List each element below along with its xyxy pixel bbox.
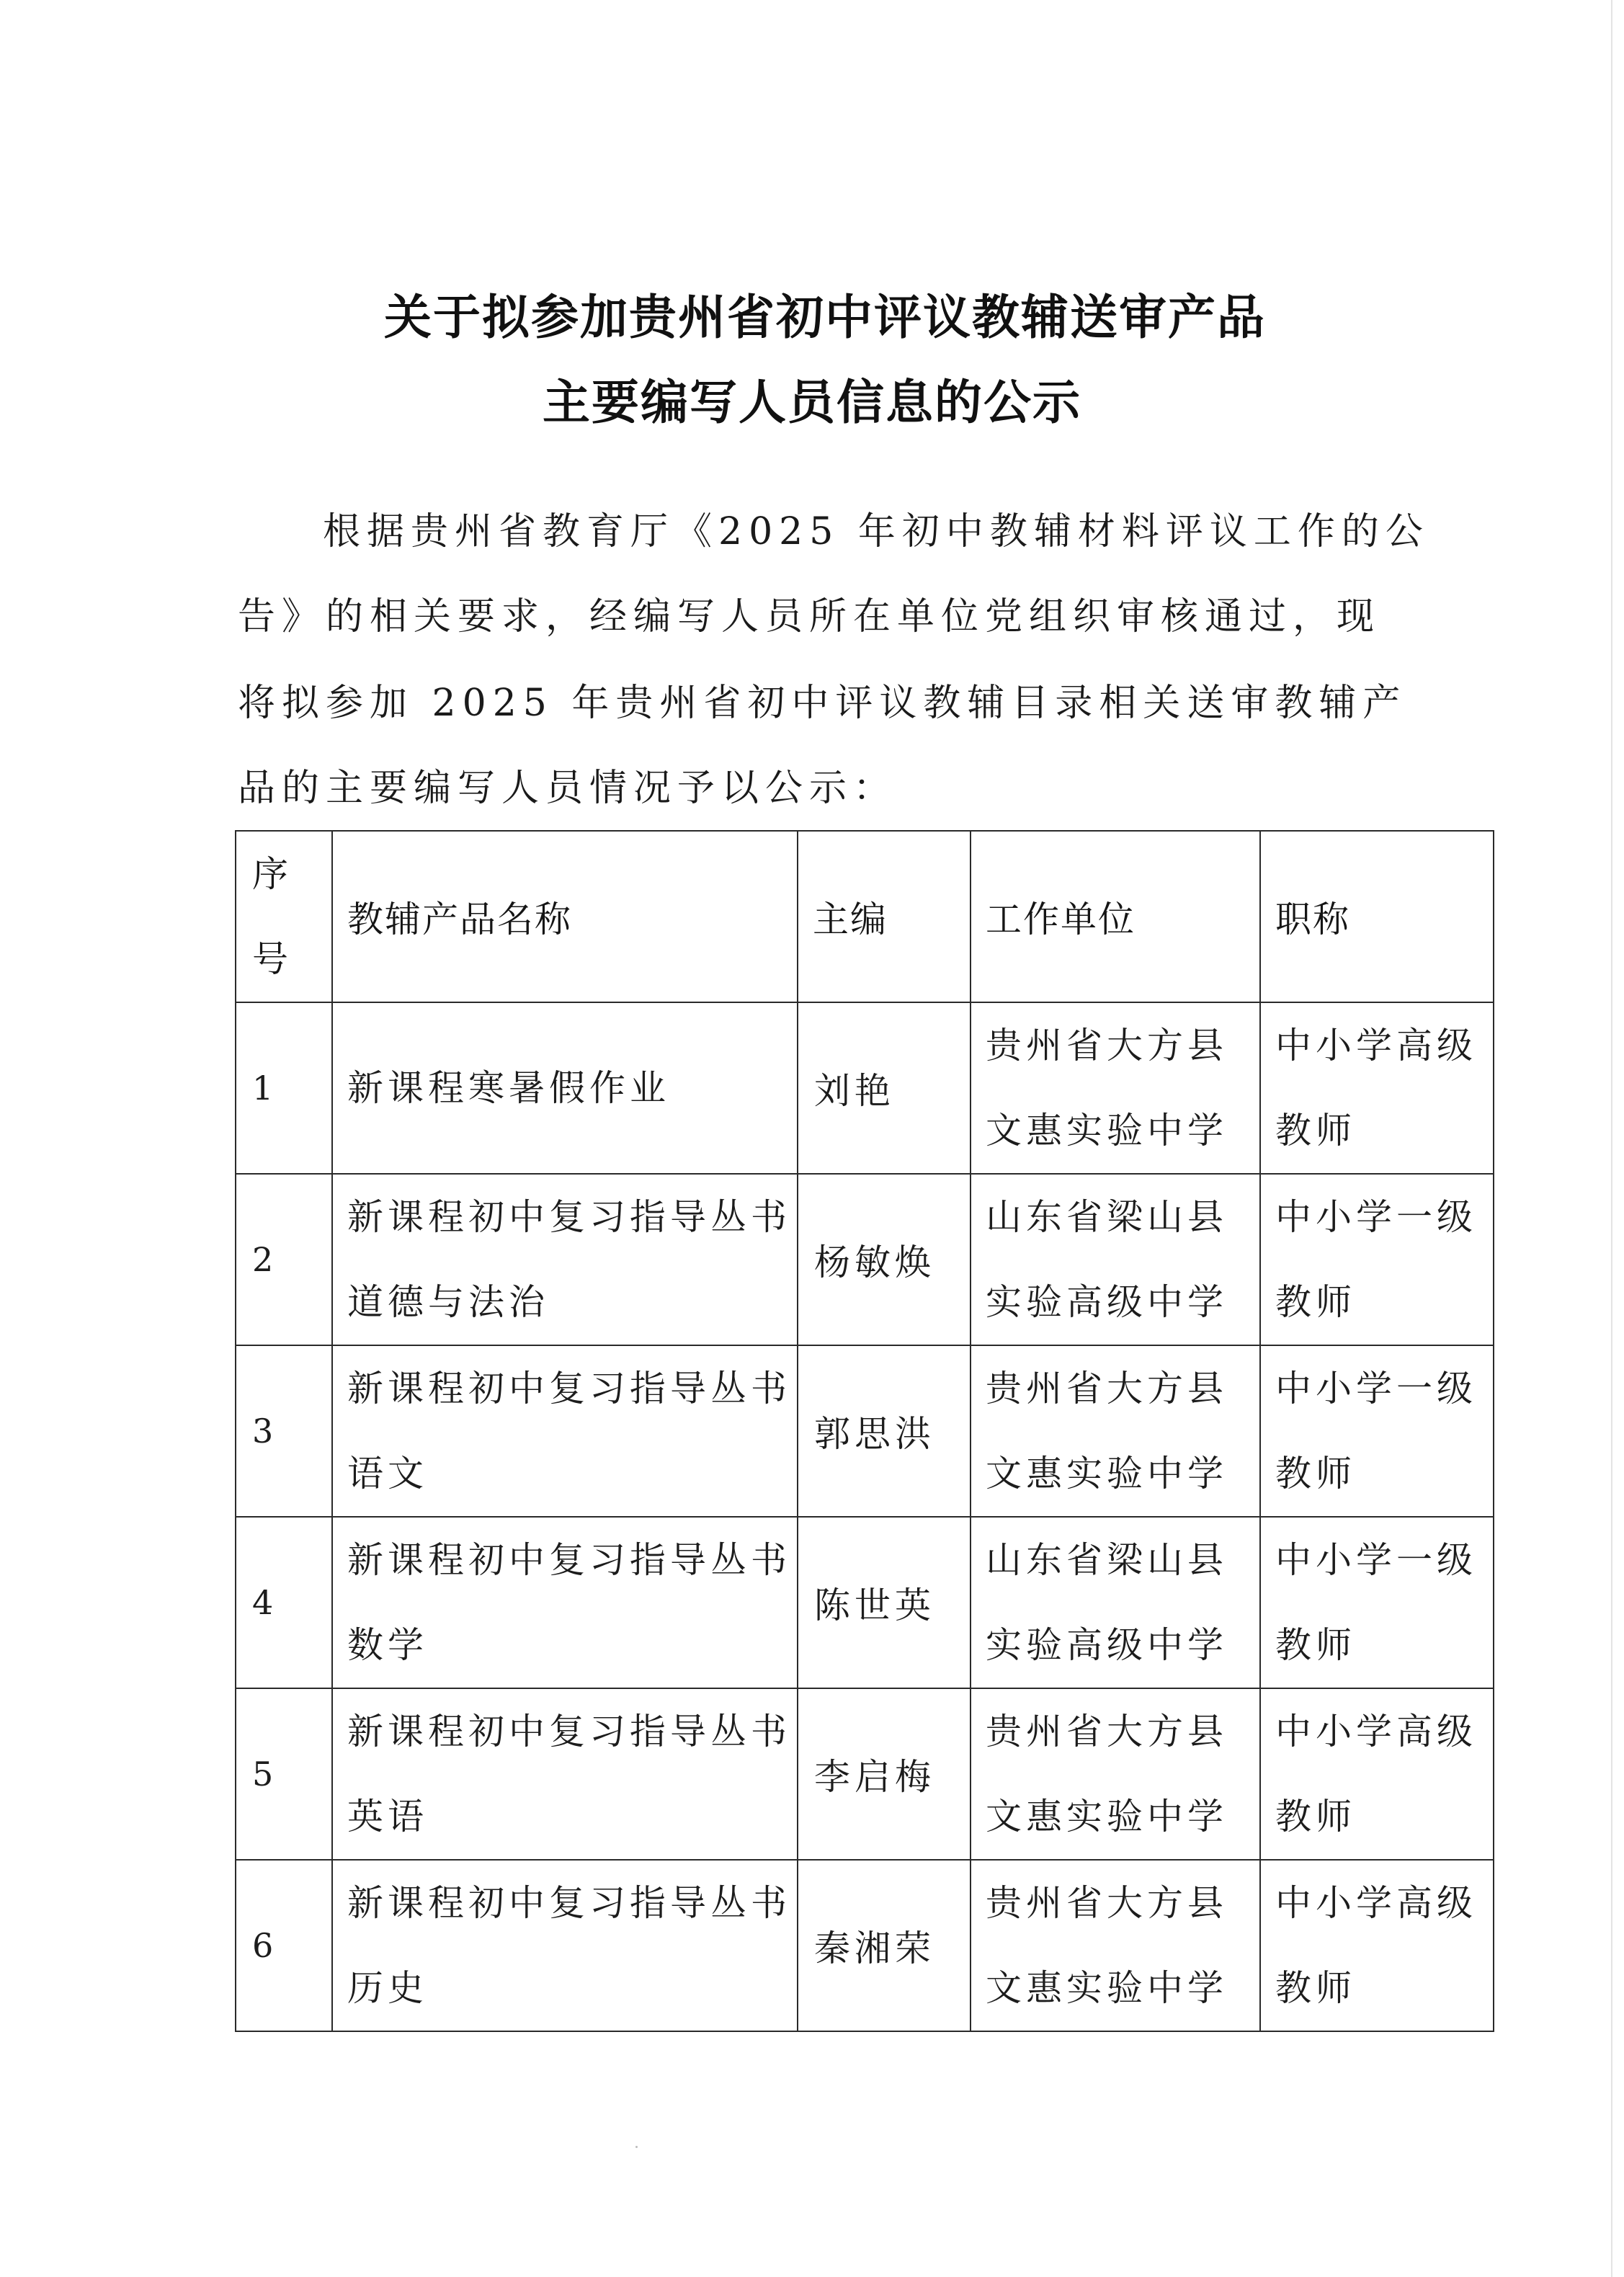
row-work-unit: 贵州省大方县 文惠实验中学	[971, 1345, 1260, 1517]
row-seq: 5	[236, 1688, 332, 1860]
header-chief-editor: 主编	[798, 831, 971, 1002]
row-work-unit: 贵州省大方县 文惠实验中学	[971, 1860, 1260, 2031]
row-seq: 3	[236, 1345, 332, 1517]
document-title-line-2: 主要编写人员信息的公示	[543, 375, 1081, 430]
row-chief-editor: 刘艳	[798, 1002, 971, 1174]
row-product-name: 新课程初中复习指导丛书 道德与法治	[332, 1174, 798, 1345]
row-chief-editor: 秦湘荣	[798, 1860, 971, 2031]
scan-edge-line	[1611, 0, 1612, 2277]
header-product-name: 教辅产品名称	[332, 831, 798, 1002]
row-work-unit: 贵州省大方县 文惠实验中学	[971, 1688, 1260, 1860]
row-professional-title: 中小学一级 教师	[1260, 1174, 1494, 1345]
table-row	[236, 1345, 1494, 1517]
body-paragraph-line-2: 告》的相关要求，经编写人员所在单位党组织审核通过，现	[238, 595, 1381, 638]
row-seq: 2	[236, 1174, 332, 1345]
body-paragraph-line-4: 品的主要编写人员情况予以公示：	[238, 767, 898, 810]
row-product-name: 新课程初中复习指导丛书 语文	[332, 1345, 798, 1517]
document-title-line-1: 关于拟参加贵州省初中评议教辅送审产品	[384, 290, 1266, 345]
body-paragraph-line-3: 将拟参加 2025 年贵州省初中评议教辅目录相关送审教辅产	[238, 682, 1407, 725]
row-seq: 4	[236, 1517, 332, 1688]
row-professional-title: 中小学一级 教师	[1260, 1345, 1494, 1517]
table-row	[236, 1860, 1494, 2031]
row-seq: 6	[236, 1860, 332, 2031]
row-product-name: 新课程初中复习指导丛书 数学	[332, 1517, 798, 1688]
table-row	[236, 1174, 1494, 1345]
row-work-unit: 山东省梁山县 实验高级中学	[971, 1174, 1260, 1345]
header-professional-title: 职称	[1260, 831, 1494, 1002]
row-professional-title: 中小学高级 教师	[1260, 1002, 1494, 1174]
table-row	[236, 1002, 1494, 1174]
scan-speck	[635, 2146, 638, 2148]
row-product-name: 新课程初中复习指导丛书 英语	[332, 1688, 798, 1860]
row-professional-title: 中小学高级 教师	[1260, 1688, 1494, 1860]
row-chief-editor: 陈世英	[798, 1517, 971, 1688]
table-header-row	[236, 831, 1494, 1002]
row-product-name: 新课程初中复习指导丛书 历史	[332, 1860, 798, 2031]
row-chief-editor: 李启梅	[798, 1688, 971, 1860]
table-row	[236, 1688, 1494, 1860]
row-chief-editor: 郭思洪	[798, 1345, 971, 1517]
row-work-unit: 贵州省大方县 文惠实验中学	[971, 1002, 1260, 1174]
body-paragraph-line-1: 根据贵州省教育厅《2025 年初中教辅材料评议工作的公	[323, 510, 1429, 553]
row-professional-title: 中小学一级 教师	[1260, 1517, 1494, 1688]
table-row	[236, 1517, 1494, 1688]
header-work-unit: 工作单位	[971, 831, 1260, 1002]
header-seq: 序号	[236, 831, 332, 1002]
row-professional-title: 中小学高级 教师	[1260, 1860, 1494, 2031]
editors-table	[235, 830, 1494, 2032]
row-product-name: 新课程寒暑假作业	[332, 1002, 798, 1174]
row-chief-editor: 杨敏焕	[798, 1174, 971, 1345]
row-seq: 1	[236, 1002, 332, 1174]
row-work-unit: 山东省梁山县 实验高级中学	[971, 1517, 1260, 1688]
